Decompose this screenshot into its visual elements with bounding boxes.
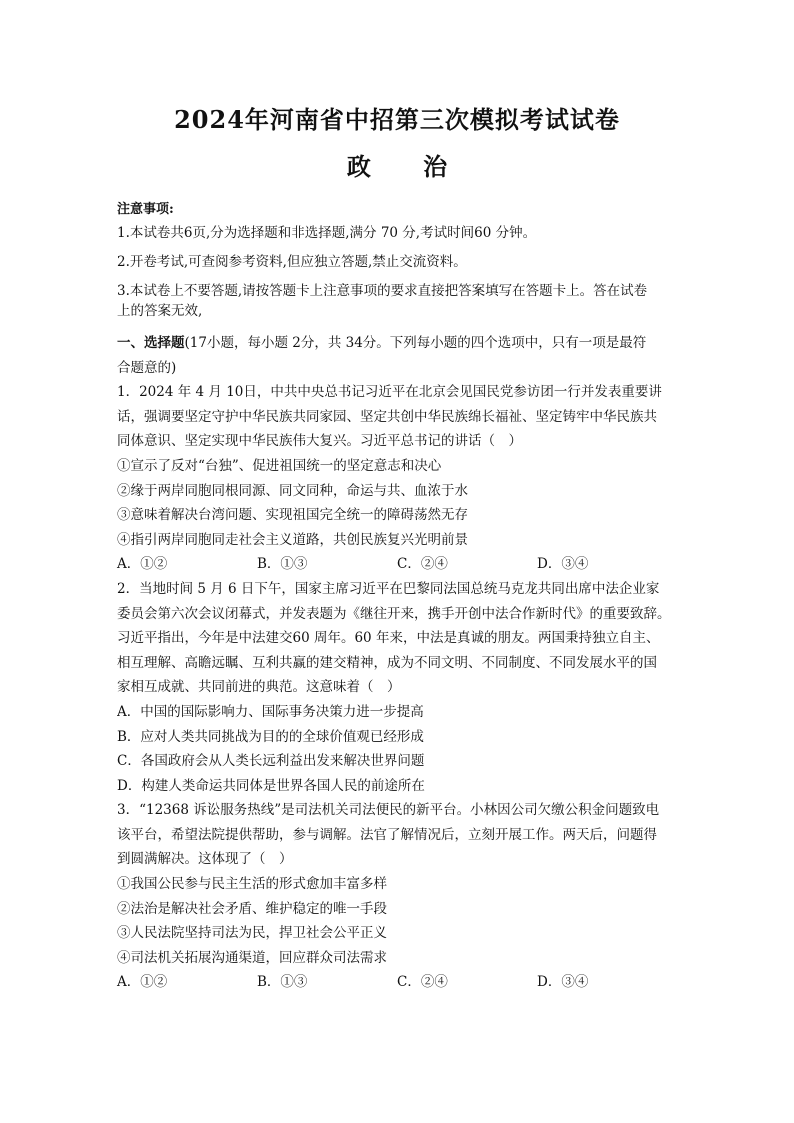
option-a: A．中国的国际影响力、国际事务决策力进一步提高	[117, 703, 424, 720]
exam-content	[117, 198, 679, 995]
statement: ④司法机关拓展沟通渠道，回应群众司法需求	[117, 949, 387, 966]
statement: ①我国公民参与民主生活的形式愈加丰富多样	[117, 876, 387, 893]
statement: ③人民法院坚持司法为民，捍卫社会公平正义	[117, 925, 387, 942]
option-c: C．②④	[397, 556, 448, 573]
notice-heading: 注意事项:	[117, 202, 174, 217]
section-header	[117, 331, 679, 380]
option-d: D．构建人类命运共同体是世界各国人民的前途所在	[117, 777, 425, 794]
question-3	[117, 798, 679, 995]
statement: ①宣示了反对“台独”、促进祖国统一的坚定意志和决心	[117, 457, 442, 474]
option-a: A．①②	[117, 556, 168, 573]
question-stem-line: 2．当地时间 5 月 6 日下午，国家主席习近平在巴黎同法国总统马克龙共同出席中法企业家	[117, 580, 660, 597]
question-stem-line: 家相互成就、共同前进的典范。这意味着（ ）	[117, 679, 401, 696]
question-2	[117, 577, 679, 798]
statement: ②法治是解决社会矛盾、维护稳定的唯一手段	[117, 900, 387, 917]
option-c: C．各国政府会从人类长远利益出发来解决世界问题	[117, 753, 425, 770]
section-desc: (17小题，每小题 2分，共 34分。下列每小题的四个选项中，只有一项是最符	[184, 335, 647, 351]
question-stem-line: 话，强调要坚定守护中华民族共同家园、坚定共创中华民族绵长福祉、坚定铸牢中华民族共	[117, 408, 657, 425]
option-c: C．②④	[397, 974, 448, 991]
question-stem-line: 委员会第六次会议闭幕式，并发表题为《继往开来，携手开创中法合作新时代》的重要致辞。	[117, 605, 671, 622]
question-stem-line: 习近平指出，今年是中法建交60 周年。60 年来，中法是真诚的朋友。两国秉持独立自主、	[117, 630, 660, 647]
section-label: 一、选择题	[117, 335, 185, 351]
option-d: D．③④	[537, 974, 589, 991]
statement: ④指引两岸同胞同走社会主义道路，共创民族复兴光明前景	[117, 531, 468, 548]
notice-item: 上的答案无效,	[117, 303, 203, 319]
option-b: B．应对人类共同挑战为目的的全球价值观已经形成	[117, 728, 424, 745]
notice-block	[117, 198, 679, 321]
question-stem-line: 相互理解、高瞻远瞩、互利共赢的建交精神，成为不同文明、不同制度、不同发展水平的国	[117, 654, 657, 671]
option-b: B．①③	[257, 974, 308, 991]
option-a: A．①②	[117, 974, 168, 991]
question-stem-line: 该平台，希望法院提供帮助，参与调解。法官了解情况后，立刻开展工作。两天后，问题得	[117, 826, 657, 843]
question-stem-line: 1．2024 年 4 月 10日，中共中央总书记习近平在北京会见国民党参访团一行并发表重要讲	[117, 384, 662, 401]
notice-item: 2.开卷考试,可查阅参考资料,但应独立答题,禁止交流资料。	[117, 254, 467, 270]
answer-options	[117, 552, 679, 577]
exam-title: 2024年河南省中招第三次模拟考试试卷	[174, 105, 620, 134]
question-stem-line: 3．“12368 诉讼服务热线”是司法机关司法便民的新平台。小林因公司欠缴公积金问题致电	[117, 802, 660, 819]
question-1	[117, 380, 679, 577]
option-d: D．③④	[537, 556, 589, 573]
notice-item: 1.本试卷共6页,分为选择题和非选择题,满分 70 分,考试时间60 分钟。	[117, 225, 537, 241]
option-b: B．①③	[257, 556, 308, 573]
subject-title: 政 治	[346, 152, 470, 181]
question-stem-line: 同体意识、坚定实现中华民族伟大复兴。习近平总书记的讲话（ ）	[117, 433, 522, 450]
answer-options	[117, 970, 679, 995]
statement: ②缘于两岸同胞同根同源、同文同种，命运与共、血浓于水	[117, 482, 468, 499]
section-desc-cont: 合题意的)	[117, 359, 177, 376]
notice-item: 3.本试卷上不要答题,请按答题卡上注意事项的要求直接把答案填写在答题卡上。答在试卷	[117, 283, 648, 299]
question-stem-line: 到圆满解决。这体现了（ ）	[117, 851, 293, 868]
statement: ③意味着解决台湾问题、实现祖国完全统一的障碍荡然无存	[117, 507, 468, 524]
